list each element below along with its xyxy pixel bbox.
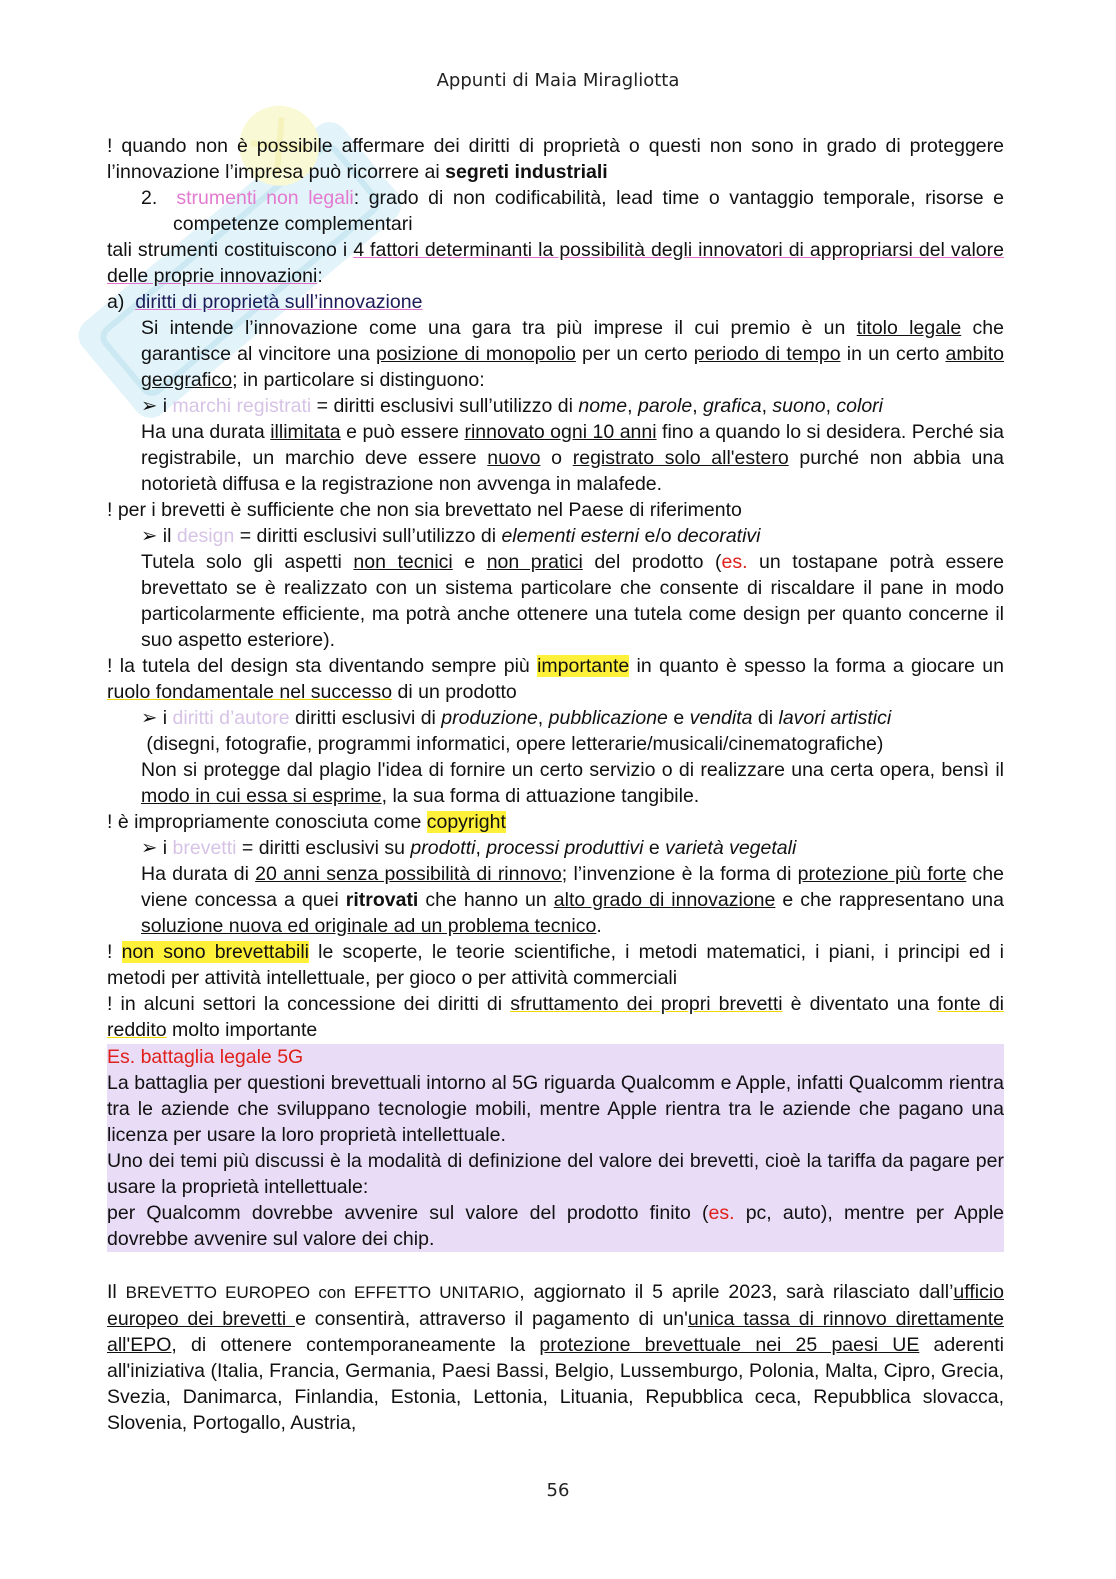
note-non-brevettabili: ! non sono brevettabili le scoperte, le teorie scientifiche, i metodi matematici, i piani, i principi ed i metodi per attività intellettuale, per gioco o per attività commerciali [107,941,1004,989]
note-copyright: ! è impropriamente conosciuta come copyright [107,811,506,833]
paragraph-gara: Si intende l’innovazione come una gara tra più imprese il cui premio è un titolo legale che garantisce al vincitore una posizione di monopolio per un certo periodo di tempo in un certo ambito geografico; in particolare si distinguono: [141,317,1004,391]
bullet-diritti-autore: ➢ i diritti d’autore diritti esclusivi di produzione, pubblicazione e vendita di lavori artistici (disegni, fotografie, programmi informatici, opere letterarie/musicali/cinematografiche) [141,707,892,755]
example-paragraph: per Qualcomm dovrebbe avvenire sul valore del prodotto finito (es. pc, auto), mentre per Apple dovrebbe avvenire sul valore dei chip. [107,1202,1004,1250]
highlighted-term: non sono brevettabili [121,941,310,963]
arrow-bullet-icon: ➢ i [141,837,173,859]
list-item-strumenti: 2. strumenti non legali: grado di non codificabilità, lead time o vantaggio temporale, risorse e competenze complementari [141,187,1005,235]
heading-diritti-proprieta: a) diritti di proprietà sull’innovazione [107,291,423,313]
paragraph-brevetto-europeo: Il BREVETTO EUROPEO con EFFETTO UNITARIO, aggiornato il 5 aprile 2023, sarà rilasciato dall’ufficio europeo dei brevetti e consentirà, attraverso il pagamento di un'unica tassa di rinnovo direttamente all'EPO, di ottenere contemporaneamente la protezione brevettuale nei 25 paesi UE aderenti all'iniziativa (Italia, Francia, Germania, Paesi Bassi, Belgio, Lussemburgo, Polonia, Malta, Cipro, Grecia, Svezia, Danimarca, Finlandia, Estonia, Lettonia, Lituania, Repubblica ceca, Repubblica slovacca, Slovenia, Portogallo, Austria, [107,1281,1005,1434]
bullet-brevetti: ➢ i brevetti = diritti esclusivi su prodotti, processi produttivi e varietà vegetali [141,837,797,859]
document-body [107,133,1004,1436]
underlined-phrase: 4 fattori determinanti la possibilità degli innovatori di appropriarsi del valore delle proprie innovazioni [107,239,1004,287]
page-number: 56 [546,1480,570,1501]
bullet-design: ➢ il design = diritti esclusivi sull’utilizzo di elementi esterni e/o decorativi [141,525,761,547]
example-title: Es. battaglia legale 5G [107,1046,304,1068]
arrow-bullet-icon: ➢ il [141,525,177,547]
spacer [107,1253,1004,1279]
term-strumenti-non-legali: strumenti non legali [176,187,354,209]
paragraph-segreti: ! quando non è possibile affermare dei diritti di proprietà o questi non sono in grado di proteggere l’innovazione l’impresa può ricorrere ai segreti industriali [107,135,1004,183]
example-box [107,1044,1004,1252]
page-header: Appunti di Maia Miragliotta [436,70,680,91]
note-settori: ! in alcuni settori la concessione dei diritti di sfruttamento dei propri brevetti è diventato una fonte di reddito molto importante [107,993,1005,1041]
highlighted-term: importante [537,655,630,677]
paragraph-design-desc: Tutela solo gli aspetti non tecnici e non pratici del prodotto (es. un tostapane potrà essere brevettato se è realizzato con un sistema particolare che consente di riscaldare il pane in modo particolarmente efficiente, ma potrà anche ottenere una tutela come design per quanto concerne il suo aspetto esteriore). [141,551,1004,651]
example-paragraph: La battaglia per questioni brevettuali intorno al 5G riguarda Qualcomm e Apple, infatti Qualcomm rientra tra le aziende che sviluppano tecnologie mobili, mentre Apple rientra tra le aziende che pagano una licenza per usare la loro proprietà intellettuale. [107,1072,1004,1146]
example-paragraph: Uno dei temi più discussi è la modalità di definizione del valore dei brevetti, cioè la tariffa da pagare per usare la proprietà intellettuale: [107,1150,1004,1198]
bold-term: segreti industriali [445,161,608,183]
note-brevetti: ! per i brevetti è sufficiente che non sia brevettato nel Paese di riferimento [107,499,742,521]
paragraph-fattori: tali strumenti costituiscono i 4 fattori determinanti la possibilità degli innovatori di appropriarsi del valore delle proprie innovazioni: [107,239,1004,287]
paragraph-brevetti-desc: Ha durata di 20 anni senza possibilità di rinnovo; l’invenzione è la forma di protezione più forte che viene concessa a quei ritrovati che hanno un alto grado di innovazione e che rappresentano una soluzione nuova ed originale ad un problema tecnico. [141,863,1004,937]
paragraph-autore-desc: Non si protegge dal plagio l'idea di fornire un certo servizio o di realizzare una certa opera, bensì il modo in cui essa si esprime, la sua forma di attuazione tangibile. [141,759,1004,807]
highlighted-term: copyright [426,811,506,833]
arrow-bullet-icon: ➢ i [141,395,173,417]
arrow-bullet-icon: ➢ i [141,707,173,729]
bullet-marchi: ➢ i marchi registrati = diritti esclusivi sull’utilizzo di nome, parole, grafica, suono, colori [141,395,884,417]
note-design: ! la tutela del design sta diventando sempre più importante in quanto è spesso la forma a giocare un ruolo fondamentale nel successo di un prodotto [107,655,1004,703]
paragraph-marchi-desc: Ha una durata illimitata e può essere rinnovato ogni 10 anni fino a quando lo si desidera. Perché sia registrabile, un marchio deve essere nuovo o registrato solo all'estero purché non abbia una notorietà diffusa e la registrazione non avvenga in malafede. [141,421,1005,495]
